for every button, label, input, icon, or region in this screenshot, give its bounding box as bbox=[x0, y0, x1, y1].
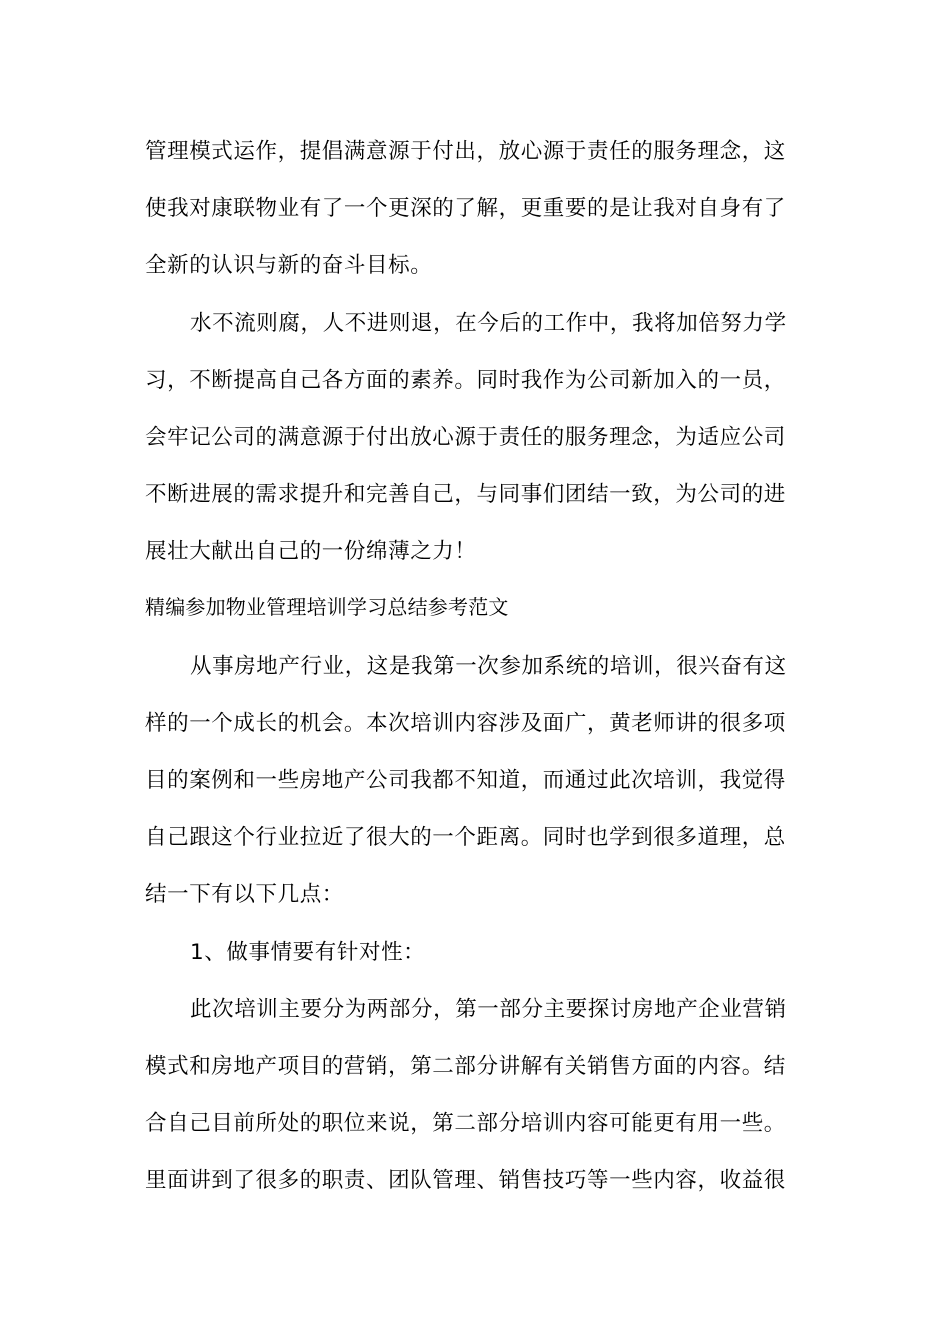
paragraph-line: 自己跟这个行业拉近了很大的一个距离。同时也学到很多道理，总 bbox=[145, 825, 786, 850]
paragraph-line: 模式和房地产项目的营销，第二部分讲解有关销售方面的内容。结 bbox=[145, 1054, 786, 1079]
paragraph-line: 不断进展的需求提升和完善自己，与同事们团结一致，为公司的进 bbox=[145, 482, 786, 507]
paragraph-line: 展壮大献出自己的一份绵薄之力！ bbox=[145, 539, 477, 564]
paragraph-line: 会牢记公司的满意源于付出放心源于责任的服务理念，为适应公司 bbox=[145, 425, 786, 450]
paragraph-line: 此次培训主要分为两部分，第一部分主要探讨房地产企业营销 bbox=[190, 997, 787, 1022]
paragraph-line: 使我对康联物业有了一个更深的了解，更重要的是让我对自身有了 bbox=[145, 196, 786, 221]
paragraph-line: 样的一个成长的机会。本次培训内容涉及面广，黄老师讲的很多项 bbox=[145, 711, 786, 736]
paragraph-line: 从事房地产行业，这是我第一次参加系统的培训，很兴奋有这 bbox=[190, 654, 787, 679]
paragraph-line: 全新的认识与新的奋斗目标。 bbox=[145, 253, 433, 278]
paragraph-line: 目的案例和一些房地产公司我都不知道，而通过此次培训，我觉得 bbox=[145, 768, 786, 793]
paragraph-line: 习，不断提高自己各方面的素养。同时我作为公司新加入的一员， bbox=[145, 368, 786, 393]
paragraph-line: 管理模式运作，提倡满意源于付出，放心源于责任的服务理念，这 bbox=[145, 139, 786, 164]
paragraph-line: 合自己目前所处的职位来说，第二部分培训内容可能更有用一些。 bbox=[145, 1111, 786, 1136]
paragraph-line: 结一下有以下几点： bbox=[145, 882, 344, 907]
section-title: 精编参加物业管理培训学习总结参考范文 bbox=[145, 595, 509, 619]
paragraph-line: 水不流则腐，人不进则退，在今后的工作中，我将加倍努力学 bbox=[190, 311, 787, 336]
paragraph-line: 里面讲到了很多的职责、团队管理、销售技巧等一些内容，收益很 bbox=[145, 1168, 786, 1193]
list-item-heading: 1、做事情要有针对性： bbox=[190, 940, 426, 965]
